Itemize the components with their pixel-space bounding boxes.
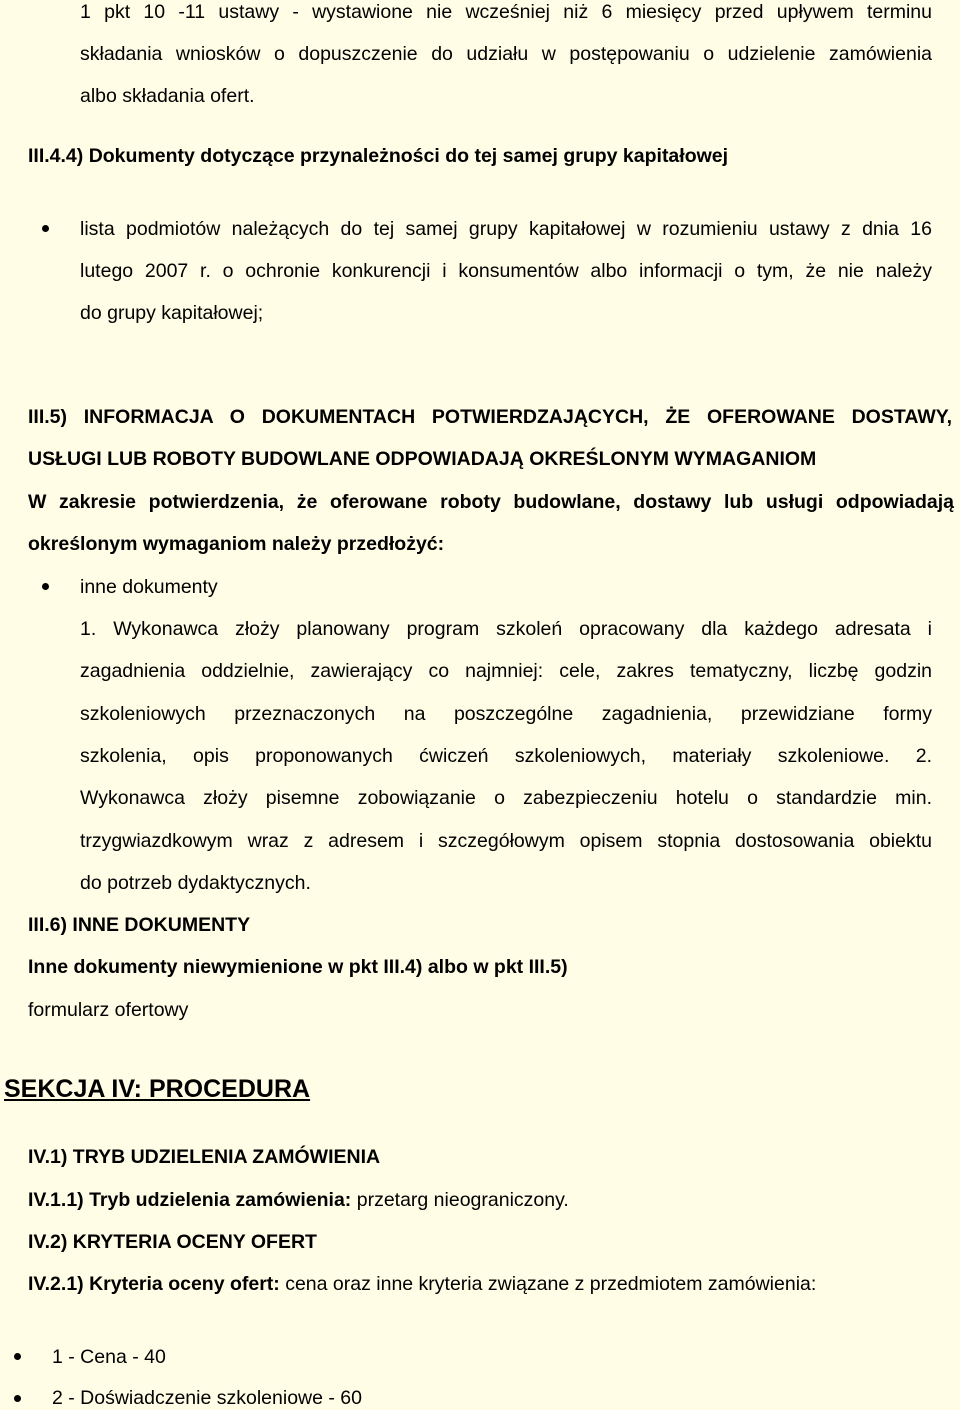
section-iv-title: SEKCJA IV: PROCEDURA	[4, 1075, 311, 1103]
criterion-item: 2 - Doświadczenie szkoleniowe - 60	[52, 1387, 362, 1409]
criterion-item: 1 - Cena - 40	[52, 1346, 166, 1368]
bullet-icon	[14, 1395, 21, 1402]
list-item-line-2: lutego 2007 r. o ochronie konkurencji i konsumentów albo informacji o tym, że nie należy	[80, 260, 932, 282]
bullet-icon	[42, 225, 49, 232]
body-line-7: do potrzeb dydaktycznych.	[80, 872, 311, 894]
iv-1-1-value: przetarg nieograniczony.	[351, 1189, 569, 1211]
iv-2-1-row	[28, 1272, 816, 1296]
section-heading-iii-4-4: III.4.4) Dokumenty dotyczące przynależności do tej samej grupy kapitałowej	[28, 145, 729, 167]
section-heading-iii-5-line-2: USŁUGI LUB ROBOTY BUDOWLANE ODPOWIADAJĄ OKREŚLONYM WYMAGANIOM	[28, 448, 817, 470]
section-subheading-line-1: W zakresie potwierdzenia, że oferowane roboty budowlane, dostawy lub usługi odpowiadają	[28, 491, 954, 513]
bullet-icon	[42, 583, 49, 590]
body-line-1: 1. Wykonawca złoży planowany program szkoleń opracowany dla każdego adresata i	[80, 618, 932, 640]
iv-1-1-row	[28, 1188, 569, 1212]
list-item-inne-dokumenty: inne dokumenty	[80, 576, 218, 598]
iv-1-1-label: IV.1.1) Tryb udzielenia zamówienia:	[28, 1189, 352, 1211]
list-item-line-3: do grupy kapitałowej;	[80, 302, 264, 324]
section-heading-iii-5-line-1: III.5) INFORMACJA O DOKUMENTACH POTWIERDZAJĄCYCH, ŻE OFEROWANE DOSTAWY,	[28, 406, 952, 428]
intro-line-1: 1 pkt 10 -11 ustawy - wystawione nie wcześniej niż 6 miesięcy przed upływem terminu	[80, 1, 932, 23]
body-line-4: szkolenia, opis proponowanych ćwiczeń szkoleniowych, materiały szkoleniowe. 2.	[80, 745, 932, 767]
iv-2-1-label: IV.2.1) Kryteria oceny ofert:	[28, 1273, 280, 1295]
bullet-icon	[14, 1353, 21, 1360]
body-line-3: szkoleniowych przeznaczonych na poszczególne zagadnienia, przewidziane formy	[80, 703, 932, 725]
body-line-2: zagadnienia oddzielnie, zawierający co najmniej: cele, zakres tematyczny, liczbę godzin	[80, 660, 932, 682]
section-subheading-line-2: określonym wymaganiom należy przedłożyć:	[28, 533, 445, 555]
body-line-6: trzygwiazdkowym wraz z adresem i szczegółowym opisem stopnia dostosowania obiektu	[80, 830, 932, 852]
iv-2-1-value: cena oraz inne kryteria związane z przedmiotem zamówienia:	[279, 1273, 817, 1295]
body-line-5: Wykonawca złoży pisemne zobowiązanie o zabezpieczeniu hotelu o standardzie min.	[80, 787, 932, 809]
intro-line-2: składania wniosków o dopuszczenie do udziału w postępowaniu o udzielenie zamówienia	[80, 43, 932, 65]
section-heading-iv-2: IV.2) KRYTERIA OCENY OFERT	[28, 1231, 317, 1253]
intro-line-3: albo składania ofert.	[80, 85, 255, 107]
text-formularz-ofertowy: formularz ofertowy	[28, 999, 189, 1021]
section-subheading-iii-6: Inne dokumenty niewymienione w pkt III.4) albo w pkt III.5)	[28, 956, 568, 978]
list-item-line-1: lista podmiotów należących do tej samej grupy kapitałowej w rozumieniu ustawy z dnia 16	[80, 218, 932, 240]
section-heading-iii-6: III.6) INNE DOKUMENTY	[28, 914, 251, 936]
section-heading-iv-1: IV.1) TRYB UDZIELENIA ZAMÓWIENIA	[28, 1146, 381, 1168]
